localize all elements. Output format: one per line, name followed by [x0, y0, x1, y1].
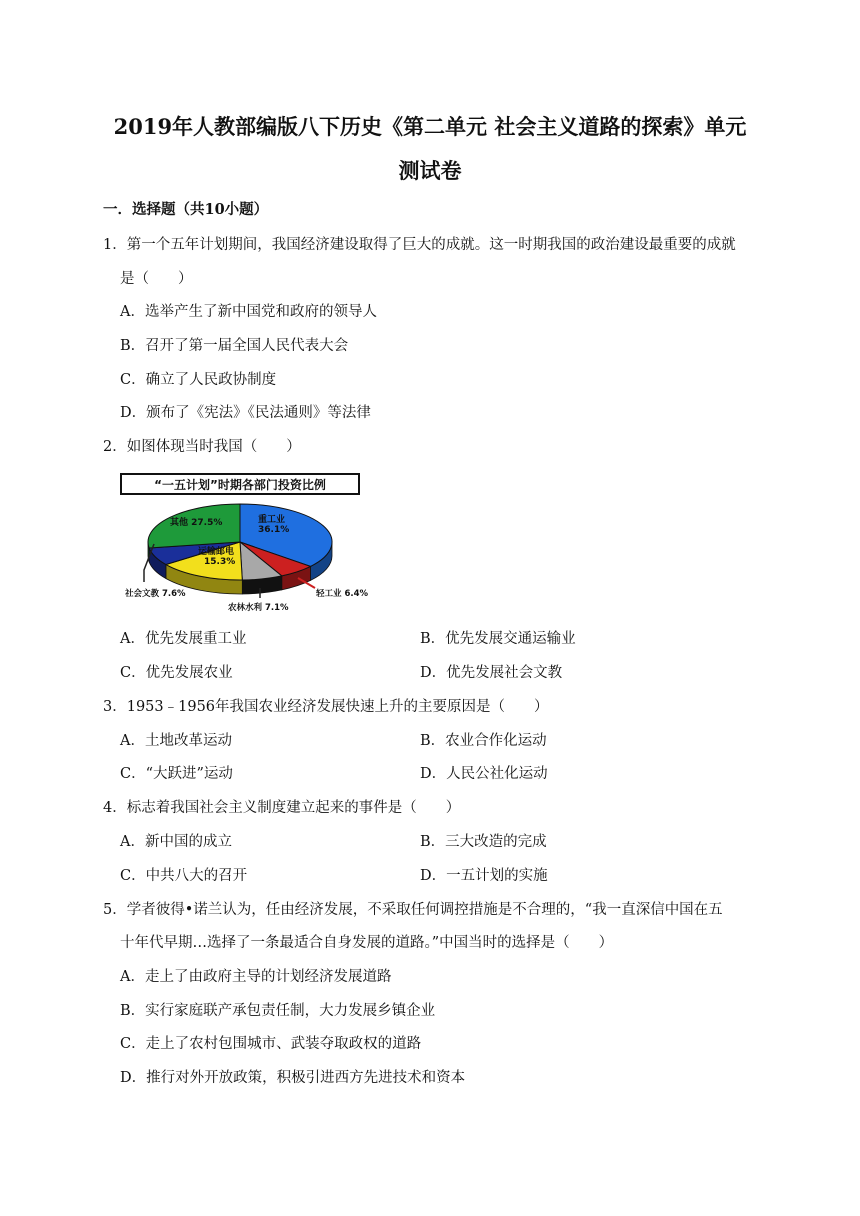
- question-4-option-a: A．新中国的成立: [120, 834, 232, 850]
- investment-pie-chart: [120, 470, 370, 615]
- question-5-option-c: C．走上了农村包围城市、武装夺取政权的道路: [120, 1036, 422, 1052]
- question-3-option-c: C．“大跃进”运动: [120, 766, 233, 782]
- page-title-line2: 测试卷: [398, 158, 462, 183]
- question-2-stem: 2．如图体现当时我国（ ）: [103, 439, 301, 455]
- page-title-line1: 2019年人教部编版八下历史《第二单元 社会主义道路的探索》单元: [113, 114, 747, 139]
- question-3-option-b: B．农业合作化运动: [420, 733, 547, 749]
- question-4-option-c: C．中共八大的召开: [120, 868, 248, 884]
- label-other: 其他 27.5%: [170, 518, 223, 528]
- pie-top-layer: [148, 504, 332, 580]
- question-3-stem: 3．1953﹣1956年我国农业经济发展快速上升的主要原因是（ ）: [103, 699, 549, 715]
- question-3-option-d: D．人民公社化运动: [420, 766, 548, 782]
- section-heading: 一．选择题（共10小题）: [103, 201, 269, 218]
- question-5-option-b: B．实行家庭联产承包责任制，大力发展乡镇企业: [120, 1003, 436, 1019]
- pie-chart-svg: [120, 470, 370, 615]
- question-1-option-c: C．确立了人民政协制度: [120, 372, 277, 388]
- label-agriculture: 农林水利 7.1%: [228, 603, 289, 613]
- question-2-option-d: D．优先发展社会文教: [420, 665, 563, 681]
- question-2-option-b: B．优先发展交通运输业: [420, 631, 576, 647]
- question-5-option-a: A．走上了由政府主导的计划经济发展道路: [120, 969, 392, 985]
- question-2-option-a: A．优先发展重工业: [120, 631, 247, 647]
- label-light-industry: 轻工业 6.4%: [316, 589, 369, 599]
- question-1-option-b: B．召开了第一届全国人民代表大会: [120, 338, 349, 354]
- question-2-option-c: C．优先发展农业: [120, 665, 233, 681]
- question-1-option-a: A．选举产生了新中国党和政府的领导人: [120, 304, 377, 320]
- label-transport-value: 15.3%: [204, 557, 236, 567]
- question-3-option-a: A．土地改革运动: [120, 733, 232, 749]
- question-4-option-b: B．三大改造的完成: [420, 834, 547, 850]
- question-5-option-d: D．推行对外开放政策，积极引进西方先进技术和资本: [120, 1070, 466, 1086]
- question-1-stem: 1．第一个五年计划期间，我国经济建设取得了巨大的成就。这一时期我国的政治建设最重要的成就: [103, 237, 736, 253]
- question-5-stem-cont: 十年代早期…选择了一条最适合自身发展的道路。”中国当时的选择是（ ）: [120, 935, 614, 951]
- label-transport: 运输邮电: [198, 547, 235, 557]
- question-1-stem-cont: 是（ ）: [120, 271, 193, 287]
- label-heavy-industry: 重工业: [258, 515, 286, 525]
- question-5-stem: 5．学者彼得•诺兰认为，任由经济发展，不采取任何调控措施是不合理的，“我一直深信中国在五: [103, 902, 723, 918]
- label-heavy-industry-value: 36.1%: [258, 525, 290, 535]
- label-culture: 社会文教 7.6%: [125, 589, 186, 599]
- question-1-option-d: D．颁布了《宪法》《民法通则》等法律: [120, 405, 371, 421]
- question-4-stem: 4．标志着我国社会主义制度建立起来的事件是（ ）: [103, 800, 461, 816]
- chart-title: “一五计划”时期各部门投资比例: [154, 478, 326, 492]
- question-4-option-d: D．一五计划的实施: [420, 868, 548, 884]
